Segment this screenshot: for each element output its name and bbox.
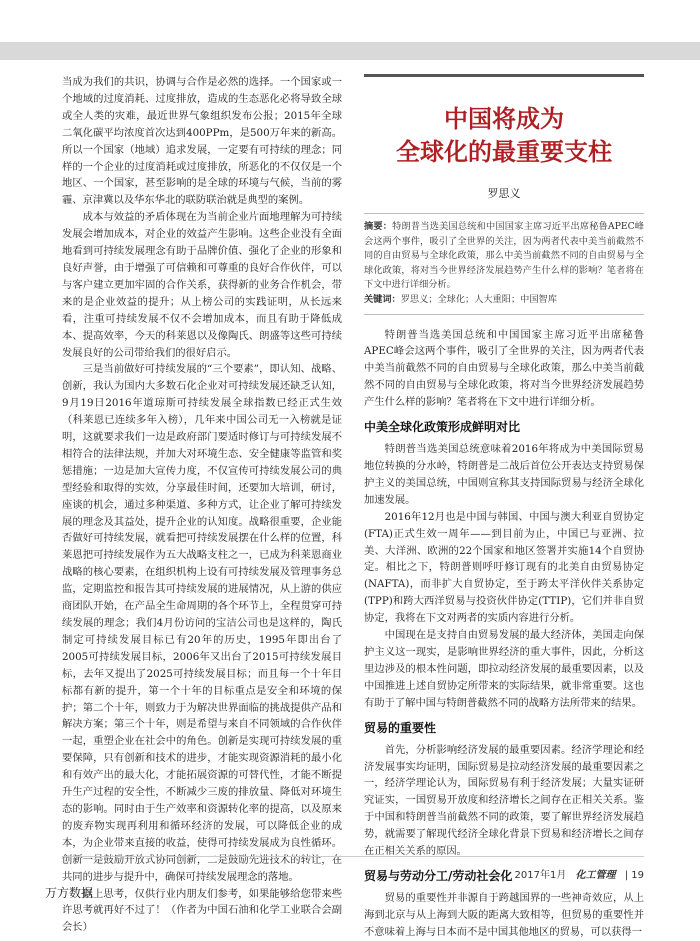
article-author: 罗思义 <box>487 187 521 200</box>
article-title-line-2: 全球化的最重要支柱 <box>396 138 612 166</box>
paragraph: 特朗普当选美国总统和中国国家主席习近平出席秘鲁APEC峰会这两个事件，吸引了全世界的关注，因为两者代表中美当前截然不同的自由贸易与全球化政策，那么中美当前截然不同的自由贸易与全球化政策，将对当今世界经济发展趋势产生什么样的影响？笔者将在下文中进行详细分析。 <box>364 328 644 409</box>
paragraph: 以上思考，仅供行业内朋友们参考，如果能够给您带来些许思考就再好不过了！（作者为中国石油和化学工业联合会副会长） <box>62 887 342 934</box>
abstract-block <box>364 213 644 315</box>
footer-divider <box>62 856 644 857</box>
magazine-name: 化工管理 <box>575 870 616 881</box>
section-heading: 贸易的重要性 <box>364 720 437 735</box>
paragraph: 中国现在是支持自由贸易发展的最大经济体，美国走向保护主义这一现实，是影响世界经济的重大事件，因此，分析这里边涉及的根本性问题，即拉动经济发展的最重要因素，以及中国推进上述自贸协定所带来的实际结果，就非常重要。这也有助于了解中国与特朗普截然不同的战略方法所带来的结果。 <box>364 629 644 709</box>
issue-date: 2017年1月 <box>514 870 567 881</box>
left-column <box>62 74 342 936</box>
paragraph: 三是当前做好可持续发展的“三个要素”，即认知、战略、创新，我认为国内大多数石化企业对可持续发展还缺乏认知，9月19日2016年道琼斯可持续发展全球指数已经正式生效（科莱恩已连续多年入榜），几年来中国公司无一入榜就是证明，这就要求我们一边是政府部门要适时修订与可持续发展不相符合的法律法规，并加大对环境生态、安全健康等监管和奖惩措施；一边是加大宣传力度，不仅宣传可持续发展公司的典型经验和取得的实效，分享最佳时间，还要加大培训，研讨，座谈的机会，通过多种渠道、多种方式，让企业了解可持续发展的理念及其益处，提升企业的认知度。战略很重要，企业能否做好可持续发展，就看把可持续发展摆在什么样的位置，科莱恩把可持续发展作为五大战略支柱之一，已成为科莱恩商业战略的核心要素，在组织机构上设有可持续发展及管理事务总监，定期监控和报告其可持续发展的进展情况，从上游的供应商团队开始，在产品全生命周期的各个环节上，全程贯穿可持续发展的理念；我们4月份访问的宝洁公司也是这样的，陶氏制定可持续发展目标已有20年的历史，1995年即出台了2005可持续发展目标，2006年又出台了2015可持续发展目标，去年又提出了2025可持续发展目标；而且每一个十年目标都有新的提升，第一个十年的目标重点是安全和环境的保护；第二个十年，则致力于为解决世界面临的挑战提供产品和解决方案；第三个十年，则是希望与来自不同领域的合作伙伴一起，重塑企业在社会中的角色。创新是实现可持续发展的重要保障，只有创新和技术的进步，才能实现资源消耗的最小化和有效产出的最大化，才能拓展资源的可替代性，才能不断提升生产过程的安全性，不断减少三废的排放量、降低对环境生态的影响。同时由于生产效率和资源转化率的提高，以及原来的废弃物实现再利用和循环经济的发展，可以降低企业的成本，为企业带来直接的收益，使得可持续发展成为良性循环。创新一是鼓励开放式协同创新，二是鼓励先进技术的转让，在共同的进步与提升中，确保可持续发展理念的落地。 <box>62 363 342 883</box>
article-body <box>364 327 644 941</box>
right-column <box>364 74 644 941</box>
paragraph: 2016年12月也是中国与韩国、中国与澳大利亚自贸协定(FTA)正式生效一周年——到目前为止，中国已与亚洲、拉美、大洋洲、欧洲的22个国家和地区签署并实施14个自贸协定。相比之下，特朗普则呼吁修订现有的北美自由贸易协定(NAFTA)，而非扩大自贸协定，至于跨太平洋伙伴关系协定(TPP)和跨大西洋贸易与投资伙伴协定(TTIP)，它们并非自贸协定，我将在下文对两者的实质内容进行分析。 <box>364 510 644 625</box>
article-title-block <box>364 74 644 169</box>
page-number: 19 <box>631 870 644 881</box>
paragraph: 当成为我们的共识，协调与合作是必然的选择。一个国家或一个地域的过度消耗、过度排放，造成的生态恶化必将导致全球或全人类的灾难，最近世界气象组织发布公报；2015年全球二氧化碳平均浓度首次达到400PPm，是500万年来的新高。所以一个国家（地域）追求发展，一定要有可持续的理念；同样的一个企业的过度消耗或过度排放，所恶化的不仅仅是一个地区、一个国家，甚至影响的是全球的环境与气候，当前的雾霾、京津冀以及华东华北的联防联治就是典型的案例。 <box>62 76 342 207</box>
abstract-text: 特朗普当选美国总统和中国国家主席习近平出席秘鲁APEC峰会这两个事件，吸引了全世界的关注，因为两者代表中美当前截然不同的自由贸易与全球化政策，那么中美当前截然不同的自由贸易与全球化政策，将对当今世界经济发展趋势产生什么样的影响？笔者将在下文中进行详细分析。 <box>364 221 645 291</box>
section-heading: 贸易与劳动分工/劳动社会化 <box>364 868 513 883</box>
keywords <box>364 293 644 308</box>
paragraph: 贸易的重要性并非源自于跨越国界的一些神奇效应，从上海到北京与从上海到大阪的距离大致相等，但贸易的重要性并不意味着上海与日本而不是中国其他地区的贸易，可以获得一 <box>364 891 644 938</box>
watermark: 万方数据 <box>45 886 94 900</box>
abstract <box>364 220 644 293</box>
keywords-text: 罗思义；全球化；人大重阳；中国智库 <box>400 293 557 305</box>
paragraph: 成本与效益的矛盾体现在为当前企业片面地理解为可持续发展会增加成本，对企业的效益产生影响。这些企业没有全面地看到可持续发展理念有助于品牌价值、强化了企业的形象和良好声誉，由于增强了可信赖和可尊重的良好合作伙伴，可以与客户建立更加牢固的合作关系，获得新的业务合作机会，带来的是企业效益的提升；从上榜公司的实践证明，从长远来看，注重可持续发展不仅不会增加成本，而且有助于降低成本、提高效率，今天的科莱恩以及像陶氏、朗盛等这些可持续发展良好的公司带给我们的很好启示。 <box>62 211 342 359</box>
paragraph: 首先，分析影响经济发展的最重要因素。经济学理论和经济发展事实均证明，国际贸易是拉动经济发展的最重要因素之一，经济学理论认为，国际贸易有利于经济发展；大量实证研究证实，一国贸易开放度和经济增长之间存在正相关关系。鉴于中国和特朗普当前截然不同的政策，要了解世界经济发展趋势，就需要了解现代经济全球化背景下贸易和经济增长之间存在正相关关系的原因。 <box>364 743 644 858</box>
paragraph: 特朗普当选美国总统意味着2016年将成为中美国际贸易地位转换的分水岭，特朗普是二战后首位公开表达支持贸易保护主义的美国总统，中国则宣称其支持国际贸易与经济全球化加速发展。 <box>364 443 644 506</box>
page-footer <box>515 866 644 881</box>
abstract-label: 摘要： <box>364 221 393 232</box>
article-title-line-1: 中国将成为 <box>444 105 564 133</box>
section-heading: 中美全球化政策形成鲜明对比 <box>364 420 521 435</box>
keywords-label: 关键词： <box>364 293 401 305</box>
separator: | <box>624 870 629 881</box>
header-bar <box>0 42 700 60</box>
